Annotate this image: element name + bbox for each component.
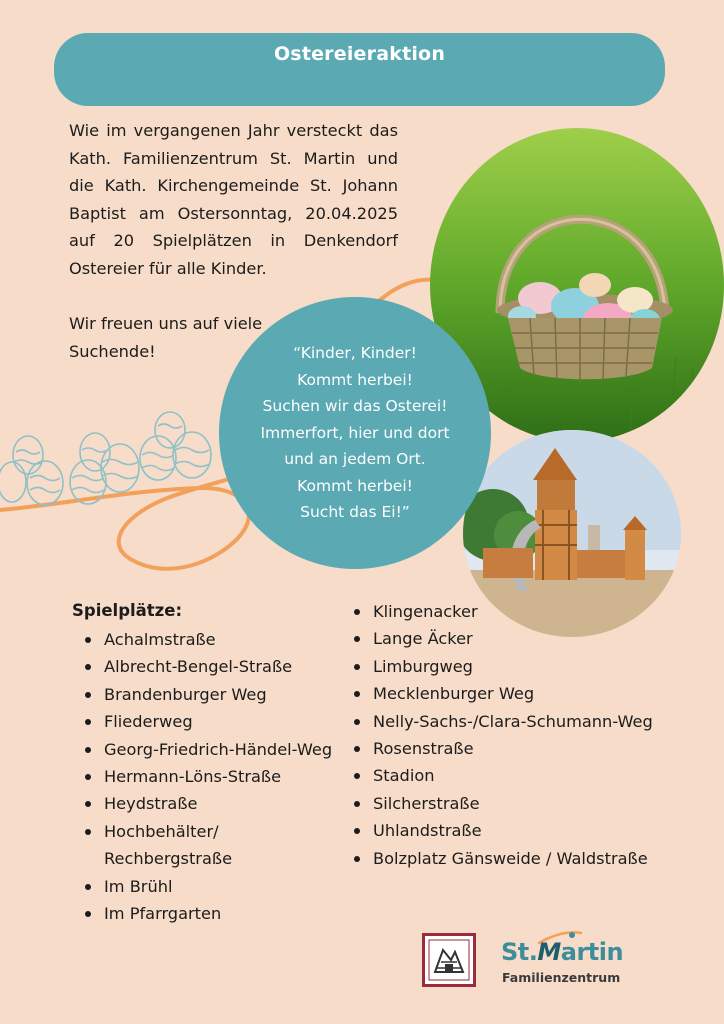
intro-paragraph: Wie im vergangenen Jahr versteckt das Kath. Familienzentrum St. Martin und die Kath. Kirchengemeinde St. Johann Baptist am Ostersonntag, 20.04.2025 auf 20 Spielplätzen in Denkendorf Ostereier für alle Kinder.	[69, 121, 398, 278]
poem-line: Sucht das Ei!”	[300, 503, 410, 522]
list-item: Fliederweg	[73, 708, 335, 735]
st-martin-subtitle: Familienzentrum	[502, 970, 621, 985]
brand-initial: M	[537, 938, 561, 966]
list-item: Silcherstraße	[342, 790, 662, 817]
poem-circle	[219, 297, 491, 569]
list-item: Georg-Friedrich-Händel-Weg	[73, 736, 335, 763]
list-item: Nelly-Sachs-/Clara-Schumann-Weg	[342, 708, 662, 735]
playground-list-right	[342, 598, 662, 872]
poem-line: “Kinder, Kinder!	[293, 343, 417, 362]
poem-line: und an jedem Ort.	[284, 450, 426, 469]
thanks-text: Wir freuen uns auf viele Suchende!	[69, 314, 263, 361]
playgrounds-heading: Spielplätze:	[72, 601, 183, 620]
title-banner	[54, 33, 665, 106]
list-item: Hochbehälter/ Rechbergstraße	[73, 818, 335, 873]
poem-line: Suchen wir das Osterei!	[262, 397, 448, 416]
brand-prefix: St.	[501, 938, 538, 966]
list-item: Brandenburger Weg	[73, 681, 335, 708]
poem-line: Kommt herbei!	[297, 476, 413, 495]
st-martin-logo	[499, 929, 629, 989]
list-item: Hermann-Löns-Straße	[73, 763, 335, 790]
st-martin-wordmark	[501, 938, 623, 966]
list-item: Lange Äcker	[342, 625, 662, 652]
list-item: Bolzplatz Gänsweide / Waldstraße	[342, 845, 662, 872]
playground-list-left	[73, 626, 335, 927]
poem-line: Kommt herbei!	[297, 370, 413, 389]
list-item: Limburgweg	[342, 653, 662, 680]
list-item: Klingenacker	[342, 598, 662, 625]
list-item: Im Pfarrgarten	[73, 900, 335, 927]
list-item: Achalmstraße	[73, 626, 335, 653]
list-item: Albrecht-Bengel-Straße	[73, 653, 335, 680]
page-title: Ostereieraktion	[273, 43, 446, 65]
list-item: Heydstraße	[73, 790, 335, 817]
egg-outlines	[0, 412, 211, 505]
list-item: Mecklenburger Weg	[342, 680, 662, 707]
list-item: Im Brühl	[73, 873, 335, 900]
poem-line: Immerfort, hier und dort	[260, 423, 450, 442]
church-logo	[422, 933, 476, 987]
list-item: Rosenstraße	[342, 735, 662, 762]
list-item: Stadion	[342, 762, 662, 789]
list-item: Uhlandstraße	[342, 817, 662, 844]
brand-rest: artin	[560, 938, 624, 966]
